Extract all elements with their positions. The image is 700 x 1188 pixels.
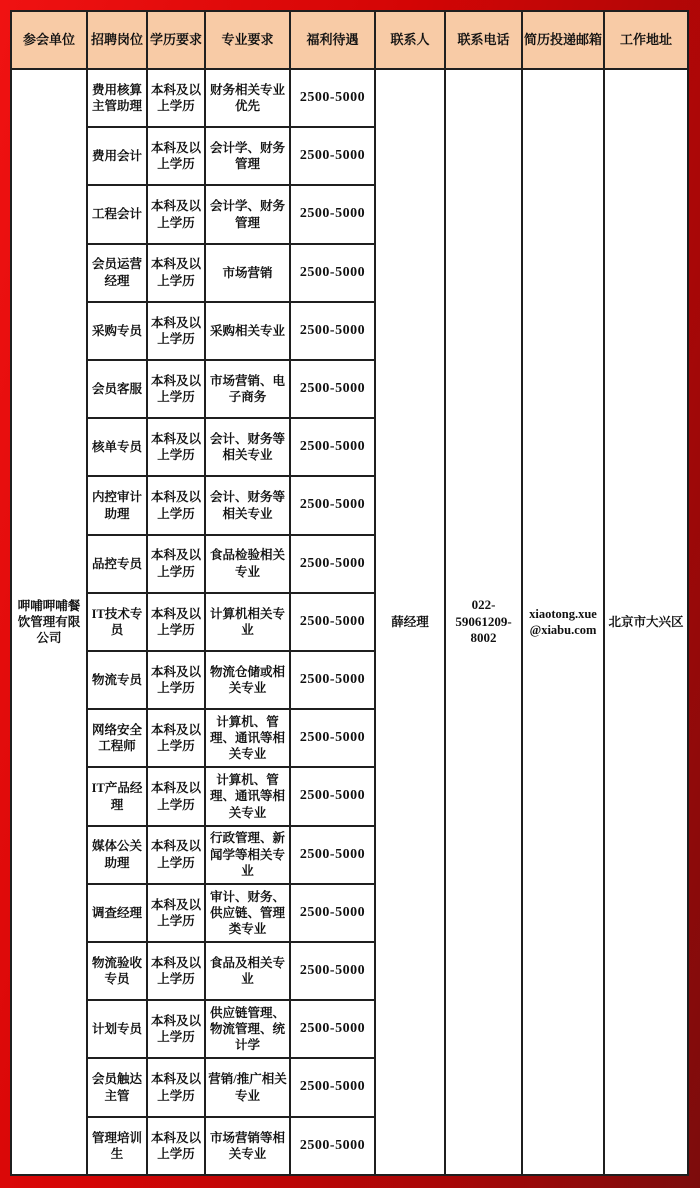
major-cell: 营销/推广相关专业	[205, 1058, 290, 1116]
salary-cell: 2500-5000	[290, 302, 375, 360]
education-cell: 本科及以上学历	[147, 476, 205, 534]
salary-cell: 2500-5000	[290, 127, 375, 185]
major-cell: 采购相关专业	[205, 302, 290, 360]
education-cell: 本科及以上学历	[147, 360, 205, 418]
education-cell: 本科及以上学历	[147, 1058, 205, 1116]
major-cell: 计算机、管理、通讯等相关专业	[205, 767, 290, 825]
salary-cell: 2500-5000	[290, 535, 375, 593]
address-cell: 北京市大兴区	[604, 69, 688, 1175]
salary-cell: 2500-5000	[290, 360, 375, 418]
salary-cell: 2500-5000	[290, 709, 375, 767]
header-cell-major: 专业要求	[205, 11, 290, 69]
header-cell-position: 招聘岗位	[87, 11, 147, 69]
position-cell: 调查经理	[87, 884, 147, 942]
company-cell: 呷哺呷哺餐饮管理有限公司	[11, 69, 87, 1175]
table-row	[11, 69, 688, 127]
position-cell: IT产品经理	[87, 767, 147, 825]
header-cell-address: 工作地址	[604, 11, 688, 69]
position-cell: 采购专员	[87, 302, 147, 360]
header-cell-education: 学历要求	[147, 11, 205, 69]
recruitment-table	[10, 10, 689, 1176]
phone-cell: 022-59061209-8002	[445, 69, 522, 1175]
salary-cell: 2500-5000	[290, 826, 375, 884]
table-header	[11, 11, 688, 69]
salary-cell: 2500-5000	[290, 767, 375, 825]
education-cell: 本科及以上学历	[147, 767, 205, 825]
salary-cell: 2500-5000	[290, 185, 375, 243]
salary-cell: 2500-5000	[290, 651, 375, 709]
header-cell-company: 参会单位	[11, 11, 87, 69]
contact-cell: 薛经理	[375, 69, 445, 1175]
education-cell: 本科及以上学历	[147, 593, 205, 651]
education-cell: 本科及以上学历	[147, 127, 205, 185]
major-cell: 食品及相关专业	[205, 942, 290, 1000]
position-cell: 会员触达主管	[87, 1058, 147, 1116]
position-cell: 计划专员	[87, 1000, 147, 1058]
major-cell: 食品检验相关专业	[205, 535, 290, 593]
salary-cell: 2500-5000	[290, 884, 375, 942]
header-row	[11, 11, 688, 69]
header-cell-salary: 福利待遇	[290, 11, 375, 69]
position-cell: 物流验收专员	[87, 942, 147, 1000]
position-cell: 物流专员	[87, 651, 147, 709]
education-cell: 本科及以上学历	[147, 244, 205, 302]
salary-cell: 2500-5000	[290, 1000, 375, 1058]
position-cell: 会员客服	[87, 360, 147, 418]
major-cell: 计算机相关专业	[205, 593, 290, 651]
position-cell: 会员运营经理	[87, 244, 147, 302]
salary-cell: 2500-5000	[290, 1117, 375, 1175]
header-cell-contact: 联系人	[375, 11, 445, 69]
education-cell: 本科及以上学历	[147, 69, 205, 127]
position-cell: 品控专员	[87, 535, 147, 593]
education-cell: 本科及以上学历	[147, 709, 205, 767]
education-cell: 本科及以上学历	[147, 535, 205, 593]
major-cell: 会计学、财务管理	[205, 127, 290, 185]
education-cell: 本科及以上学历	[147, 418, 205, 476]
email-cell: xiaotong.xue@xiabu.com	[522, 69, 604, 1175]
header-cell-email: 简历投递邮箱	[522, 11, 604, 69]
position-cell: 核单专员	[87, 418, 147, 476]
salary-cell: 2500-5000	[290, 942, 375, 1000]
salary-cell: 2500-5000	[290, 476, 375, 534]
salary-cell: 2500-5000	[290, 418, 375, 476]
position-cell: 内控审计助理	[87, 476, 147, 534]
salary-cell: 2500-5000	[290, 1058, 375, 1116]
education-cell: 本科及以上学历	[147, 884, 205, 942]
education-cell: 本科及以上学历	[147, 826, 205, 884]
major-cell: 会计、财务等相关专业	[205, 476, 290, 534]
major-cell: 审计、财务、供应链、管理类专业	[205, 884, 290, 942]
salary-cell: 2500-5000	[290, 69, 375, 127]
major-cell: 物流仓储或相关专业	[205, 651, 290, 709]
major-cell: 市场营销	[205, 244, 290, 302]
education-cell: 本科及以上学历	[147, 1117, 205, 1175]
position-cell: 管理培训生	[87, 1117, 147, 1175]
major-cell: 计算机、管理、通讯等相关专业	[205, 709, 290, 767]
position-cell: IT技术专员	[87, 593, 147, 651]
education-cell: 本科及以上学历	[147, 942, 205, 1000]
major-cell: 会计学、财务管理	[205, 185, 290, 243]
education-cell: 本科及以上学历	[147, 651, 205, 709]
header-cell-phone: 联系电话	[445, 11, 522, 69]
education-cell: 本科及以上学历	[147, 185, 205, 243]
education-cell: 本科及以上学历	[147, 302, 205, 360]
salary-cell: 2500-5000	[290, 244, 375, 302]
major-cell: 市场营销、电子商务	[205, 360, 290, 418]
major-cell: 会计、财务等相关专业	[205, 418, 290, 476]
salary-cell: 2500-5000	[290, 593, 375, 651]
major-cell: 市场营销等相关专业	[205, 1117, 290, 1175]
education-cell: 本科及以上学历	[147, 1000, 205, 1058]
major-cell: 财务相关专业优先	[205, 69, 290, 127]
position-cell: 网络安全工程师	[87, 709, 147, 767]
major-cell: 供应链管理、物流管理、统计学	[205, 1000, 290, 1058]
table-body	[11, 69, 688, 1175]
position-cell: 工程会计	[87, 185, 147, 243]
major-cell: 行政管理、新闻学等相关专业	[205, 826, 290, 884]
position-cell: 费用核算主管助理	[87, 69, 147, 127]
position-cell: 费用会计	[87, 127, 147, 185]
position-cell: 媒体公关助理	[87, 826, 147, 884]
